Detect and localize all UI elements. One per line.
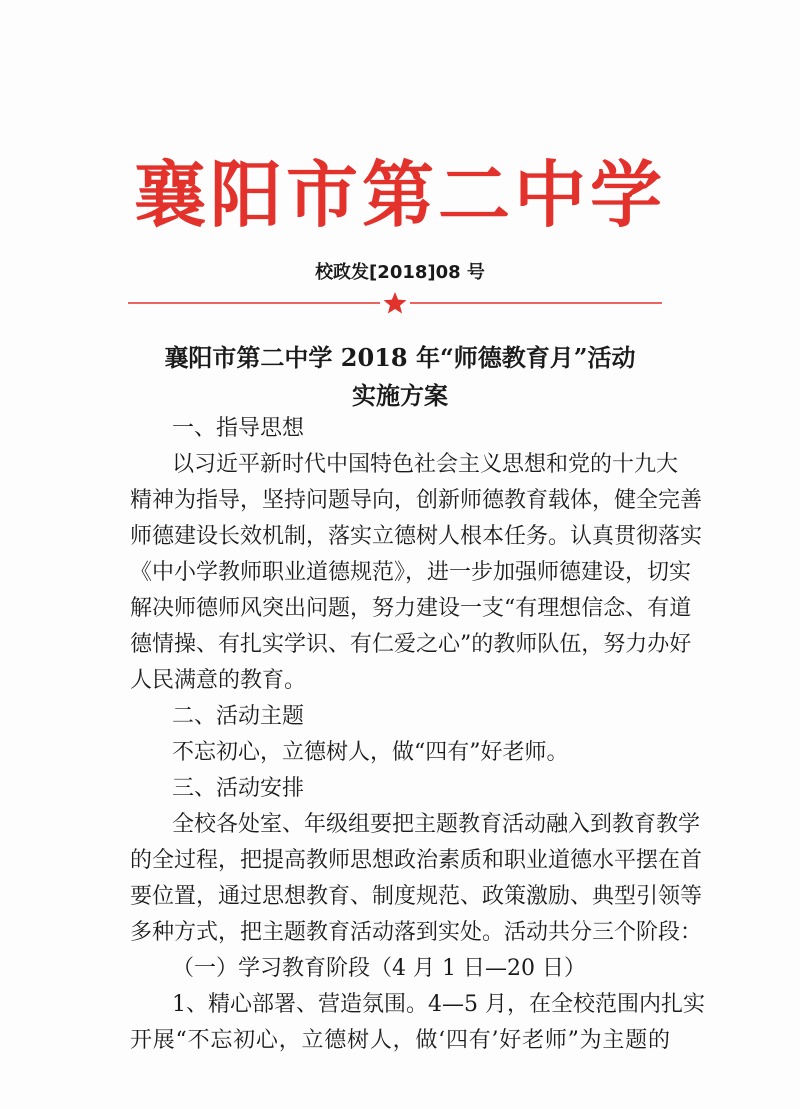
document-number: 校政发[2018]08 号 [315, 262, 485, 283]
paragraph-line: 精神为指导，坚持问题导向，创新师德教育载体，健全完善 [130, 488, 703, 513]
letterhead-school-name: 襄阳市第二中学 [133, 152, 666, 237]
paragraph-line: 的全过程，把提高教师思想政治素质和职业道德水平摆在首 [130, 848, 703, 873]
section-heading: 二、活动主题 [172, 704, 305, 729]
paragraph-line: 《中小学教师职业道德规范》，进一步加强师德建设，切实 [130, 560, 692, 585]
paragraph-line: 德情操、有扎实学识、有仁爱之心”的教师队伍，努力办好 [130, 632, 692, 657]
paragraph-line: 人民满意的教育。 [130, 668, 307, 693]
document-title-line-2: 实施方案 [352, 381, 448, 410]
paragraph-line: 1、精心部署、营造氛围。4—5 月，在全校范围内扎实 [172, 992, 705, 1017]
document-title-line-1: 襄阳市第二中学 2018 年“师德教育月”活动 [164, 343, 636, 372]
section-heading: 一、指导思想 [172, 416, 305, 441]
paragraph-line: 多种方式，把主题教育活动落到实处。活动共分三个阶段： [130, 920, 703, 945]
paragraph-line: 不忘初心，立德树人，做“四有”好老师。 [172, 740, 569, 765]
paragraph-line: 要位置，通过思想教育、制度规范、政策激励、典型引领等 [130, 884, 703, 909]
paragraph-line: 师德建设长效机制，落实立德树人根本任务。认真贯彻落实 [130, 524, 703, 549]
paragraph-line: 开展“不忘初心，立德树人，做‘四有’好老师”为主题的 [130, 1028, 670, 1053]
paragraph-line: 全校各处室、年级组要把主题教育活动融入到教育教学 [172, 812, 701, 837]
paragraph-line: 解决师德师风突出问题，努力建设一支“有理想信念、有道 [130, 596, 692, 621]
letterhead-divider [128, 292, 662, 314]
section-heading: 三、活动安排 [172, 776, 305, 801]
paragraph-line: 以习近平新时代中国特色社会主义思想和党的十九大 [172, 452, 679, 477]
subsection-heading: （一）学习教育阶段（4 月 1 日—20 日） [172, 956, 586, 981]
star-icon [384, 292, 407, 314]
